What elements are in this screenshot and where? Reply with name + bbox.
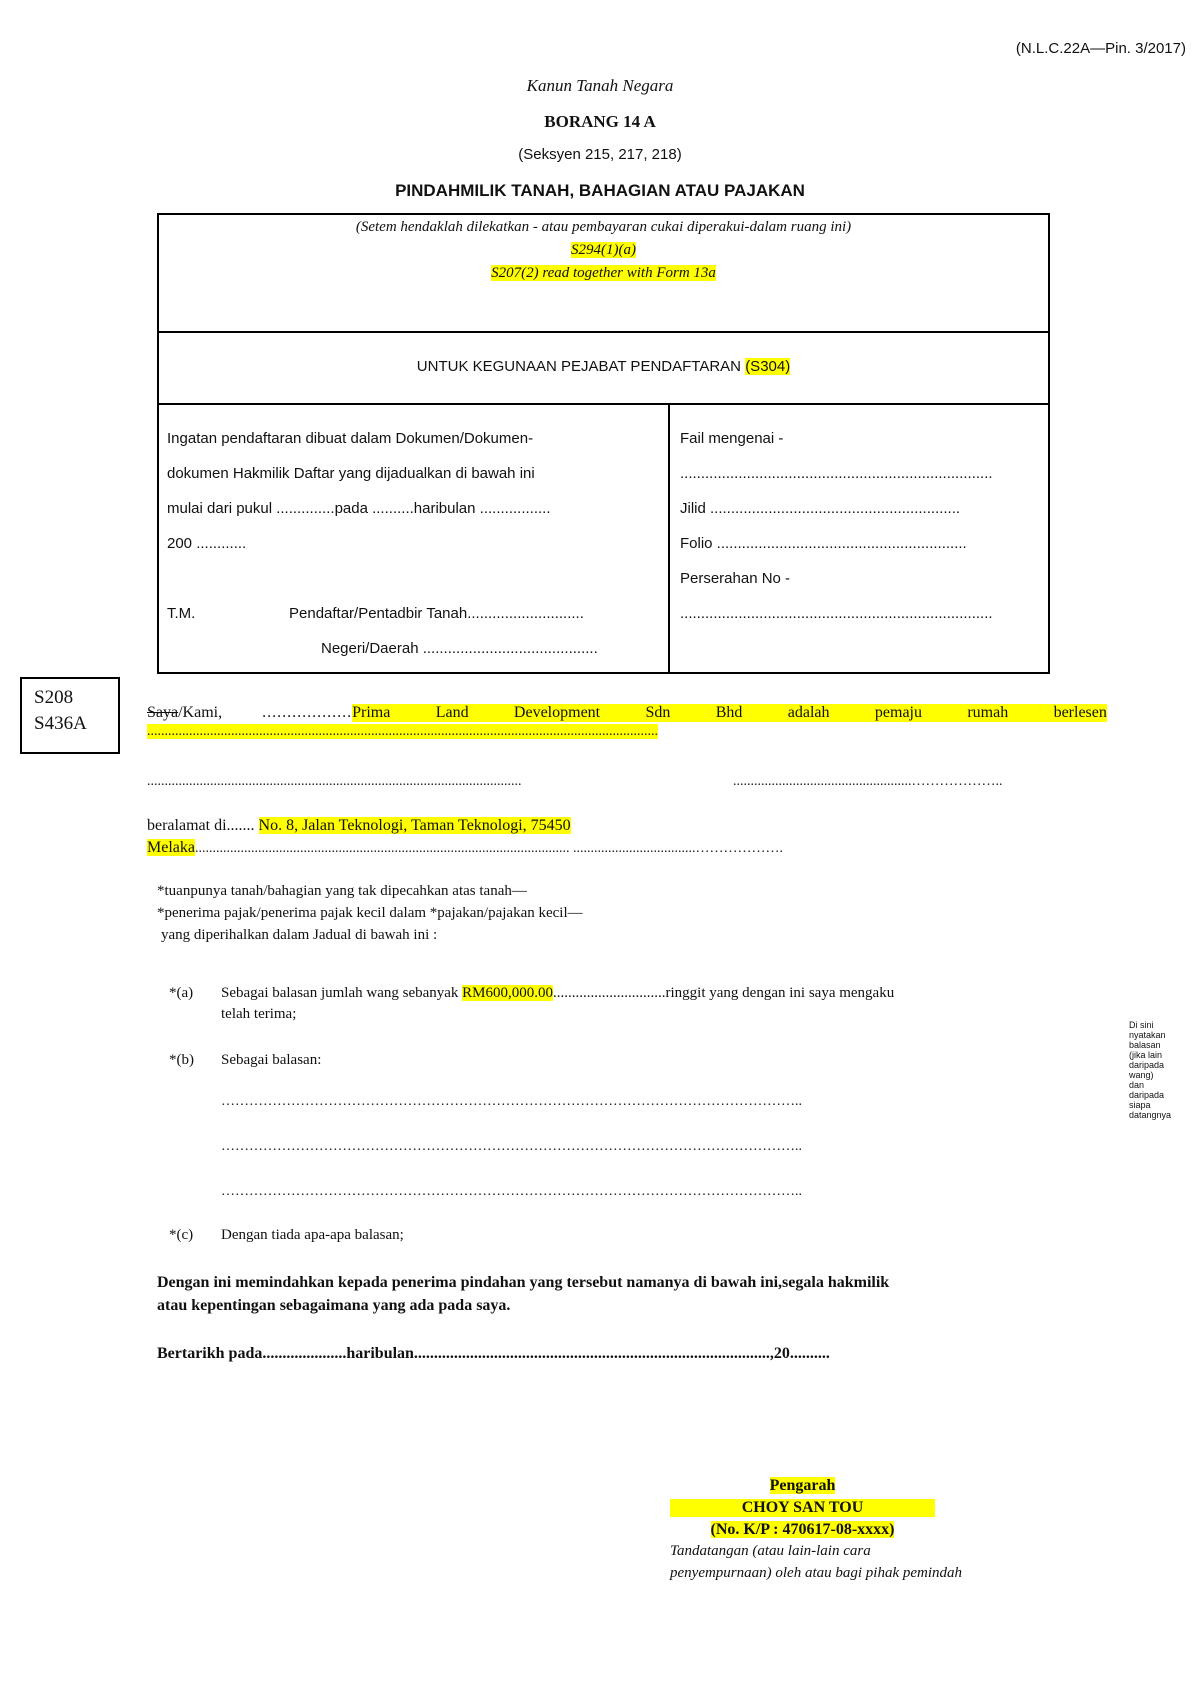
registry-state: Negeri/Daerah ..........................................	[321, 640, 598, 657]
divider-registry	[157, 403, 1050, 405]
stamp-ref-2: S207(2) read together with Form 13a	[491, 265, 716, 281]
address-line	[147, 817, 571, 835]
transferor-name: Prima Land Development Sdn Bhd adalah pemaju rumah berlesen	[352, 704, 1107, 721]
option-c-label: *(c)	[169, 1227, 194, 1243]
side-ref-2: S436A	[34, 713, 87, 734]
registry-heading-ref: (S304)	[745, 358, 791, 375]
divider-stamp	[157, 331, 1050, 333]
saya-struck: Saya	[147, 704, 179, 721]
form-number: BORANG 14 A	[544, 112, 656, 131]
option-b-dots-2: ……………………………………………………………………………………………………………..	[221, 1139, 802, 1154]
registry-line-3: mulai dari pukul ..............pada ..........haribulan .................	[167, 500, 551, 517]
option-a-label: *(a)	[169, 985, 194, 1001]
registry-line-1: Ingatan pendaftaran dibuat dalam Dokumen/Dokumen-	[167, 430, 534, 447]
registry-folio: Folio ............................................................	[680, 535, 967, 552]
stamp-ref-1: S294(1)(a)	[571, 242, 636, 258]
registry-line-2: dokumen Hakmilik Daftar yang dijadualkan di bawah ini	[167, 465, 535, 482]
kami-label: /Kami,	[178, 704, 223, 721]
registry-file-blank: ...........................................................................	[680, 465, 993, 482]
option-b-label: *(b)	[169, 1052, 194, 1068]
blank-line-a: ...........................................................................................................	[147, 774, 522, 789]
address-value: No. 8, Jalan Teknologi, Taman Teknologi, 75450	[258, 817, 571, 834]
registry-jilid: Jilid ............................................................	[680, 500, 961, 517]
name-dots-line: ..................................................................................................................................................	[147, 724, 658, 739]
option-b-dots-3: ……………………………………………………………………………………………………………..	[221, 1184, 802, 1199]
margin-note: Di sini nyatakan balasan (jika lain daripada wang) dan daripada siapa datangnya	[1129, 1020, 1172, 1120]
signature-caption-1: Tandatangan (atau lain-lain cara	[670, 1543, 871, 1559]
signatory-name: CHOY SAN TOU	[670, 1499, 935, 1517]
registry-file: Fail mengenai -	[680, 430, 784, 447]
consideration-amount: RM600,000.00	[462, 985, 554, 1001]
stamp-note: (Setem hendaklah dilekatkan - atau pembayaran cukai diperakui-dalam ruang ini)	[355, 219, 852, 235]
owner-line-2: *penerima pajak/penerima pajak kecil dalam *pajakan/pajakan kecil—	[157, 905, 583, 921]
owner-line-3: yang diperihalkan dalam Jadual di bawah ini :	[161, 927, 438, 943]
option-b-dots-1: ……………………………………………………………………………………………………………..	[221, 1094, 802, 1109]
address-label: beralamat di.......	[147, 817, 255, 834]
side-reference-box	[20, 677, 120, 754]
option-a-text-2: telah terima;	[221, 1006, 297, 1022]
form-reference: (N.L.C.22A—Pin. 3/2017)	[1015, 40, 1186, 57]
transfer-statement-1: Dengan ini memindahkan kepada penerima pindahan yang tersebut namanya di bawah ini,segala hakmilik	[157, 1274, 890, 1291]
blank-line-b: ...................................................………………..	[733, 774, 1003, 789]
name-dots: ..................	[262, 704, 353, 721]
page-title: PINDAHMILIK TANAH, BAHAGIAN ATAU PAJAKAN	[395, 181, 805, 200]
signature-caption-2: penyempurnaan) oleh atau bagi pihak pemindah	[670, 1565, 963, 1581]
owner-line-1: *tuanpunya tanah/bahagian yang tak dipecahkan atas tanah—	[157, 883, 527, 899]
divider-vertical	[668, 403, 670, 674]
side-ref-1: S208	[34, 687, 74, 708]
transfer-statement-2: atau kepentingan sebagaimana yang ada pada saya.	[157, 1297, 511, 1314]
option-c-text: Dengan tiada apa-apa balasan;	[221, 1227, 404, 1243]
registry-line-4: 200 ............	[167, 535, 247, 552]
act-name: Kanun Tanah Negara	[526, 76, 674, 95]
transferor-line	[147, 704, 1107, 722]
address-dots: ........................................................................................................... ...................................……………….	[194, 841, 783, 856]
registry-tm: T.M.	[167, 605, 196, 622]
registry-heading: UNTUK KEGUNAAN PEJABAT PENDAFTARAN (S304)	[416, 358, 791, 375]
option-a-text: Sebagai balasan jumlah wang sebanyak RM600,000.00..............................ringgit yang dengan ini saya mengaku	[221, 985, 895, 1001]
registry-presentation: Perserahan No -	[680, 570, 791, 587]
sections: (Seksyen 215, 217, 218)	[518, 146, 682, 163]
signatory-role: Pengarah	[769, 1477, 836, 1494]
option-b-text: Sebagai balasan:	[221, 1052, 322, 1068]
address-city: Melaka	[147, 839, 195, 856]
dated-line: Bertarikh pada.....................haribulan.........................................................................................,20..........	[157, 1345, 830, 1362]
registry-presentation-blank: ...........................................................................	[680, 605, 993, 622]
signatory-ic: (No. K/P : 470617-08-xxxx)	[710, 1521, 895, 1538]
registry-registrar: Pendaftar/Pentadbir Tanah............................	[289, 605, 584, 622]
